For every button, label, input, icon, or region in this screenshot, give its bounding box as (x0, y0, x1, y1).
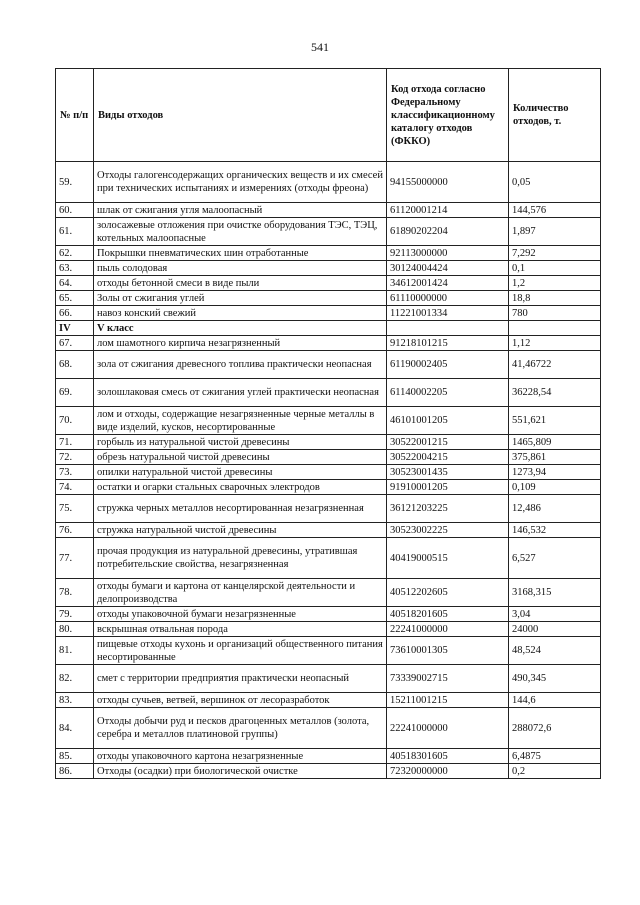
fkko-code: 72320000000 (387, 764, 509, 779)
waste-name: опилки натуральной чистой древесины (94, 465, 387, 480)
waste-quantity: 6,527 (509, 538, 601, 579)
table-row (56, 379, 601, 407)
row-number: 82. (56, 665, 94, 693)
table-row (56, 450, 601, 465)
waste-name: отходы бумаги и картона от канцелярской деятельности и делопроизводства (94, 579, 387, 607)
row-number: 79. (56, 607, 94, 622)
row-number: 60. (56, 203, 94, 218)
fkko-code: 91218101215 (387, 336, 509, 351)
waste-name: стружка натуральной чистой древесины (94, 523, 387, 538)
header-num: № п/п (56, 69, 94, 162)
fkko-code: 30523001435 (387, 465, 509, 480)
fkko-code: 30522001215 (387, 435, 509, 450)
row-number: 83. (56, 693, 94, 708)
row-number: 68. (56, 351, 94, 379)
fkko-code: 61110000000 (387, 291, 509, 306)
table-row (56, 336, 601, 351)
waste-quantity: 41,46722 (509, 351, 601, 379)
fkko-code: 73610001305 (387, 637, 509, 665)
table-row (56, 523, 601, 538)
table-row (56, 218, 601, 246)
row-number: 77. (56, 538, 94, 579)
header-quantity: Количество отходов, т. (509, 69, 601, 162)
waste-quantity: 490,345 (509, 665, 601, 693)
row-number: 80. (56, 622, 94, 637)
table-row (56, 764, 601, 779)
row-number: 70. (56, 407, 94, 435)
fkko-code: 11221001334 (387, 306, 509, 321)
row-number: IV (56, 321, 94, 336)
waste-quantity: 1465,809 (509, 435, 601, 450)
row-number: 74. (56, 480, 94, 495)
row-number: 69. (56, 379, 94, 407)
table-row (56, 637, 601, 665)
waste-name: зола от сжигания древесного топлива практически неопасная (94, 351, 387, 379)
table-row (56, 203, 601, 218)
waste-name: обрезь натуральной чистой древесины (94, 450, 387, 465)
waste-name: Покрышки пневматических шин отработанные (94, 246, 387, 261)
waste-quantity: 144,6 (509, 693, 601, 708)
waste-quantity: 3,04 (509, 607, 601, 622)
waste-quantity: 48,524 (509, 637, 601, 665)
waste-name: навоз конский свежий (94, 306, 387, 321)
fkko-code: 40518301605 (387, 749, 509, 764)
table-row (56, 708, 601, 749)
waste-name: Отходы добычи руд и песков драгоценных металлов (золота, серебра и металлов платиновой группы) (94, 708, 387, 749)
fkko-code: 61190002405 (387, 351, 509, 379)
fkko-code: 61120001214 (387, 203, 509, 218)
waste-quantity (509, 321, 601, 336)
row-number: 81. (56, 637, 94, 665)
row-number: 73. (56, 465, 94, 480)
table-row (56, 407, 601, 435)
fkko-code: 94155000000 (387, 162, 509, 203)
fkko-code: 40419000515 (387, 538, 509, 579)
waste-name: вскрышная отвальная порода (94, 622, 387, 637)
waste-quantity: 18,8 (509, 291, 601, 306)
row-number: 76. (56, 523, 94, 538)
table-row (56, 276, 601, 291)
waste-quantity: 6,4875 (509, 749, 601, 764)
waste-name: пыль солодовая (94, 261, 387, 276)
fkko-code: 91910001205 (387, 480, 509, 495)
fkko-code (387, 321, 509, 336)
table-row (56, 622, 601, 637)
table-row (56, 693, 601, 708)
row-number: 62. (56, 246, 94, 261)
waste-name: смет с территории предприятия практически неопасный (94, 665, 387, 693)
table-row (56, 291, 601, 306)
waste-quantity: 7,292 (509, 246, 601, 261)
waste-quantity: 375,861 (509, 450, 601, 465)
waste-quantity: 0,2 (509, 764, 601, 779)
row-number: 85. (56, 749, 94, 764)
fkko-code: 22241000000 (387, 708, 509, 749)
fkko-code: 92113000000 (387, 246, 509, 261)
waste-name: Золы от сжигания углей (94, 291, 387, 306)
waste-quantity: 0,1 (509, 261, 601, 276)
row-number: 75. (56, 495, 94, 523)
waste-name: золосажевые отложения при очистке оборудования ТЭС, ТЭЦ, котельных малоопасные (94, 218, 387, 246)
waste-quantity: 1,897 (509, 218, 601, 246)
waste-name: лом и отходы, содержащие незагрязненные черные металлы в виде изделий, кусков, несортированные (94, 407, 387, 435)
row-number: 84. (56, 708, 94, 749)
table-row (56, 538, 601, 579)
waste-name: стружка черных металлов несортированная незагрязненная (94, 495, 387, 523)
waste-table (55, 68, 601, 779)
row-number: 67. (56, 336, 94, 351)
table-row (56, 246, 601, 261)
fkko-code: 30523002225 (387, 523, 509, 538)
table-header-row (56, 69, 601, 162)
header-fkko-code: Код отхода согласно Федеральному классификационному каталогу отходов (ФККО) (387, 69, 509, 162)
row-number: 63. (56, 261, 94, 276)
table-row (56, 435, 601, 450)
fkko-code: 40518201605 (387, 607, 509, 622)
waste-quantity: 36228,54 (509, 379, 601, 407)
fkko-code: 61140002205 (387, 379, 509, 407)
waste-name: отходы упаковочной бумаги незагрязненные (94, 607, 387, 622)
table-row (56, 162, 601, 203)
waste-quantity: 1273,94 (509, 465, 601, 480)
table-row (56, 749, 601, 764)
table-row (56, 351, 601, 379)
fkko-code: 30124004424 (387, 261, 509, 276)
table-row (56, 665, 601, 693)
header-waste-type: Виды отходов (94, 69, 387, 162)
fkko-code: 40512202605 (387, 579, 509, 607)
table-row (56, 607, 601, 622)
waste-quantity: 144,576 (509, 203, 601, 218)
waste-quantity: 12,486 (509, 495, 601, 523)
fkko-code: 36121203225 (387, 495, 509, 523)
row-number: 65. (56, 291, 94, 306)
waste-quantity: 0,05 (509, 162, 601, 203)
waste-name: лом шамотного кирпича незагрязненный (94, 336, 387, 351)
waste-quantity: 146,532 (509, 523, 601, 538)
fkko-code: 34612001424 (387, 276, 509, 291)
section-row (56, 321, 601, 336)
waste-quantity: 3168,315 (509, 579, 601, 607)
row-number: 86. (56, 764, 94, 779)
fkko-code: 22241000000 (387, 622, 509, 637)
waste-name: Отходы (осадки) при биологической очистке (94, 764, 387, 779)
row-number: 66. (56, 306, 94, 321)
fkko-code: 15211001215 (387, 693, 509, 708)
row-number: 78. (56, 579, 94, 607)
waste-name: остатки и огарки стальных сварочных электродов (94, 480, 387, 495)
row-number: 72. (56, 450, 94, 465)
waste-quantity: 0,109 (509, 480, 601, 495)
waste-name: отходы сучьев, ветвей, вершинок от лесоразработок (94, 693, 387, 708)
table-body (56, 162, 601, 779)
row-number: 71. (56, 435, 94, 450)
table-row (56, 465, 601, 480)
table-row (56, 261, 601, 276)
fkko-code: 46101001205 (387, 407, 509, 435)
waste-name: отходы бетонной смеси в виде пыли (94, 276, 387, 291)
waste-quantity: 288072,6 (509, 708, 601, 749)
fkko-code: 61890202204 (387, 218, 509, 246)
row-number: 59. (56, 162, 94, 203)
waste-quantity: 780 (509, 306, 601, 321)
waste-name: пищевые отходы кухонь и организаций общественного питания несортированные (94, 637, 387, 665)
table-row (56, 306, 601, 321)
row-number: 64. (56, 276, 94, 291)
waste-quantity: 551,621 (509, 407, 601, 435)
waste-name: V класс (94, 321, 387, 336)
waste-name: горбыль из натуральной чистой древесины (94, 435, 387, 450)
waste-name: золошлаковая смесь от сжигания углей практически неопасная (94, 379, 387, 407)
waste-name: Отходы галогенсодержащих органических веществ и их смесей при технических испытаниях и измерениях (отходы фреона) (94, 162, 387, 203)
waste-quantity: 1,2 (509, 276, 601, 291)
table-row (56, 480, 601, 495)
waste-name: прочая продукция из натуральной древесины, утратившая потребительские свойства, незагрязненная (94, 538, 387, 579)
row-number: 61. (56, 218, 94, 246)
waste-quantity: 24000 (509, 622, 601, 637)
waste-quantity: 1,12 (509, 336, 601, 351)
fkko-code: 30522004215 (387, 450, 509, 465)
waste-name: отходы упаковочного картона незагрязненные (94, 749, 387, 764)
waste-name: шлак от сжигания угля малоопасный (94, 203, 387, 218)
page-number: 541 (311, 40, 329, 54)
table-row (56, 495, 601, 523)
fkko-code: 73339002715 (387, 665, 509, 693)
table-row (56, 579, 601, 607)
